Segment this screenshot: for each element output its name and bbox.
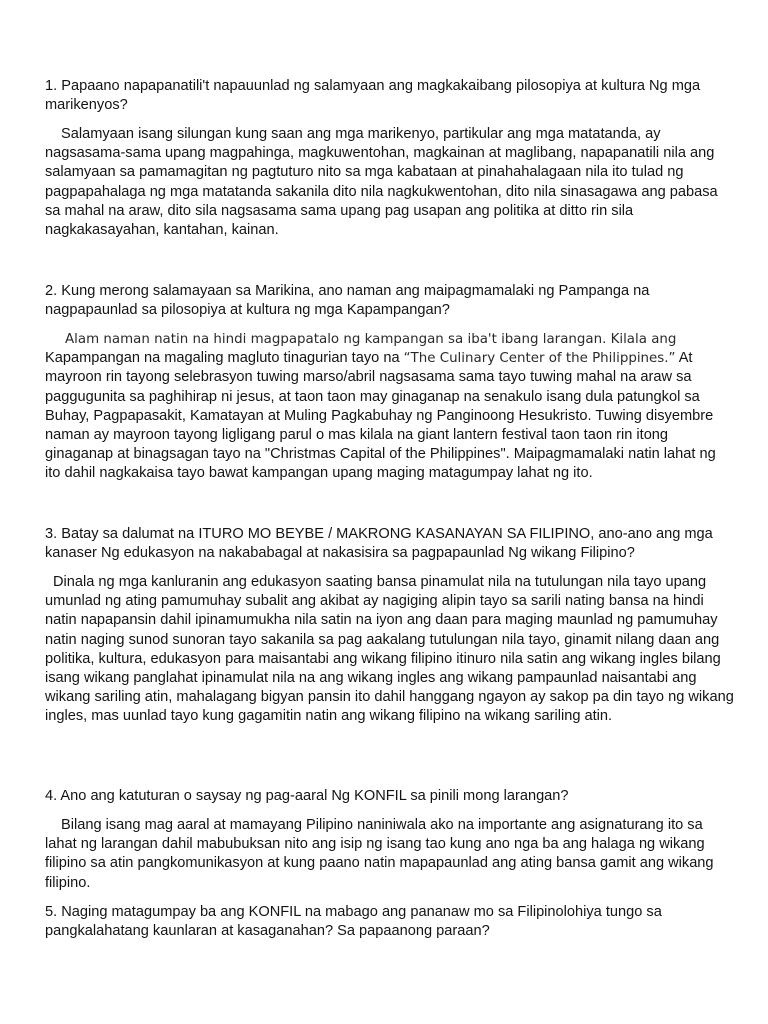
question-4: 4. Ano ang katuturan o saysay ng pag-aaral Ng KONFIL sa pinili mong larangan?	[45, 788, 569, 804]
answer-2-part2: Kapampangan na magaling magluto tinagurian tayo na	[45, 350, 400, 367]
question-5: 5. Naging matagumpay ba ang KONFIL na mabago ang pananaw mo sa Filipinolohiya tungo sa pangkalahatang kaunlaran at kasaganahan? Sa papaanong paraan?	[45, 904, 662, 940]
answer-4: Bilang isang mag aaral at mamayang Pilipino naniniwala ako na importante ang asignaturang ito sa lahat ng larangan dahil mabubuksan nito ang isip ng isang tao kung ano nga ba ang halaga ng wikang filipino sa atin pangkomunikasyon at kung paano natin mapapaunlad ang ating bansa gamit ang wikang filipino.	[45, 817, 714, 891]
question-1: 1. Papaano napapanatili't napauunlad ng salamyaan ang magkakaibang pilosopiya at kultura Ng mga marikenyos?	[45, 78, 701, 114]
answer-2-part1: Alam naman natin na hindi magpapatalo ng kampangan sa iba't ibang larangan. Kilala ang	[65, 332, 677, 347]
answer-2	[45, 330, 735, 484]
answer-1: Salamyaan isang silungan kung saan ang mga marikenyo, partikular ang mga matatanda, ay nagsasama-sama upang magpahinga, magkuwentohan, magkainan at maglibang, napapanatili nila ang salamyaan sa pamamagitan ng pagtuturo nito sa mga kabataan at pinahahalagaan nila ito tulad ng pagpapahalaga ng mga matatanda sakanila dito nila nagkukwentohan, dito nila sinasagawa ang pabasa sa mahal na araw, dito sila nagsasama sama upang pag usapan ang politika at ditto rin sila nagkakasayahan, kantahan, kainan.	[45, 126, 718, 239]
question-3: 3. Batay sa dalumat na ITURO MO BEYBE / MAKRONG KASANAYAN SA FILIPINO, ano-ano ang mga kanaser Ng edukasyon na nakababagal at nakasisira sa pagpapaunlad Ng wikang Filipino?	[45, 526, 713, 562]
answer-3: Dinala ng mga kanluranin ang edukasyon saating bansa pinamulat nila na tutulungan nila tayo upang umunlad ng ating pamumuhay subalit ang akibat ay nagiging alipin tayo sa sarili nating bansa na hindi natin napapansin dahil ipinamumukha nila satin na iyon ang daan para maging maunlad ng pamumuhay natin naging sunod sunoran tayo sakanila sa pag aakalang tutulungan nila tayo, ginamit nilang daan ang politika, kultura, edukasyon para maisantabi ang wikang filipino itinuro nila satin ang wikang ingles bilang isang wikang panglahat ipinamulat nila na ang wikang ingles ang wikang pampaunlad naisantabi ang wikang sariling atin, mahalagang bigyan pansin ito dahil hanggang ngayon ay sakop pa din tayo ng wikang ingles, mas uunlad tayo kung gagamitin natin ang wikang filipino na wikang sariling atin.	[45, 574, 734, 725]
answer-2-quote: “The Culinary Center of the Philippines.”	[403, 351, 676, 367]
question-2: 2. Kung merong salamayaan sa Marikina, ano naman ang maipagmamalaki ng Pampanga na nagpapaunlad sa pilosopiya at kultura ng mga Kapampangan?	[45, 283, 650, 319]
answer-2-part3: At mayroon rin tayong selebrasyon tuwing marso/abril nagsasama sama tayo tuwing mahal na araw sa paggugunita sa paghihirap ni jesus, at taon taon may ginaganap na senakulo isang dula patungkol sa Buhay, Pagpapasakit, Kamatayan at Muling Pagkabuhay ng Panginoong Hesukristo. Tuwing disyembre naman ay mayroon tayong ligligang parul o mas kilala na giant lantern festival taon taon rin itong ginaganap at binagsagan tayo na "Christmas Capital of the Philippines". Maipagmamalaki natin lahat ng ito dahil nagkakaisa tayo bawat kampangan upang maging matagumpay lahat ng ito.	[45, 350, 716, 482]
